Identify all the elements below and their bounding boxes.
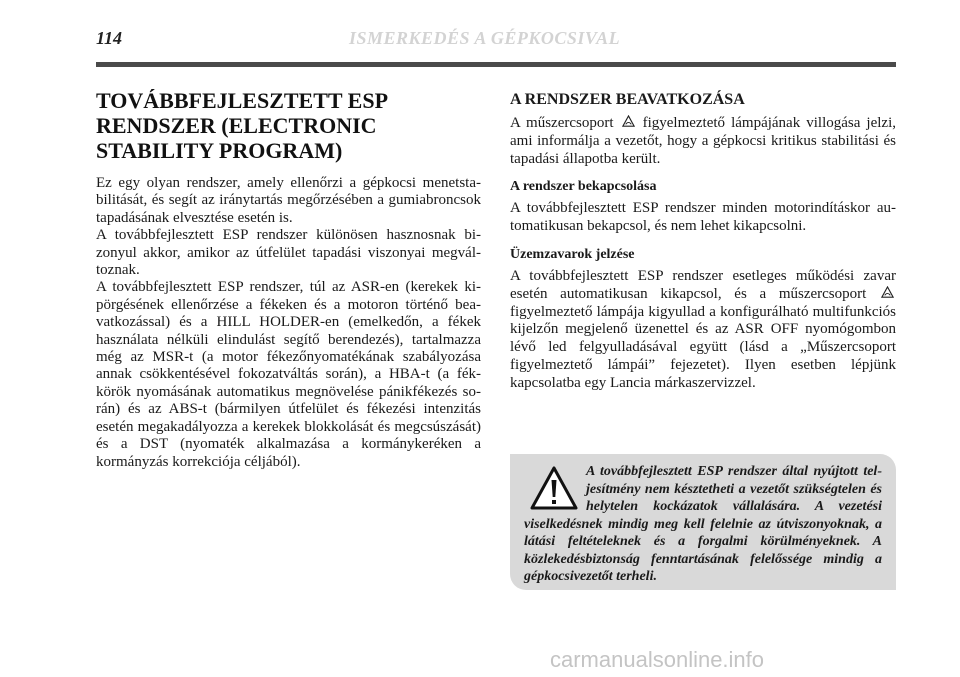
intervention-heading: A RENDSZER BEAVATKOZÁSA — [510, 91, 745, 108]
article-title: TOVÁBBFEJLESZTETT ESP RENDSZER (ELECTRONIC STABILITY PROGRAM) — [96, 88, 387, 163]
activation-heading: A rendszer bekapcsolása — [510, 179, 657, 195]
esp-warning-lamp-icon — [881, 286, 894, 299]
section-title: ISMERKEDÉS A GÉPKOCSIVAL — [349, 28, 621, 48]
intervention-text-end: figyelmeztető lámpájának villogása jelzi, ami informálja a vezetőt, hogy a gépkocsi kritikus stabilitási és tapadási állapotba került. — [510, 115, 896, 167]
esp-warning-lamp-icon — [622, 115, 635, 128]
right-column — [510, 90, 896, 393]
fault-text-start: A továbbfejlesztett ESP rendszer esetleges működési zavar esetén automatikusan kikapcsol, és a műszercsoport — [510, 267, 896, 302]
warning-text: A továbbfejlesztett ESP rendszer által nyújtott teljesítmény nem késztetheti a vezetőt szükségtelen és helytelen kockázatok vállalására. A vezetési viselkedésnek mindig meg kell felelnie az útviszonyoknak, a látási feltételeknek és a forgalmi körülményeknek. A közlekedésbiztonság fenntartásának felelőssége mindig a gépkocsivezetőt terheli. — [524, 464, 882, 584]
components-paragraph: A továbbfejlesztett ESP rendszer, túl az ASR-en (kerekek kipörgésének ellenőrzése a fékeken és a motoron történő beavatkozással) és a HILL HOLDER-en (emelkedőn, a fékek használata nélküli elindulást segítő berendezés), tartalmazza még az MSR-t (a motor fékezőnyomatékának szabályozása annak csökkentésével fokozatváltás során), a HBA-t (a fékkörök nyomásának automatikus megnövelése pánikfékezés során) és az ABS-t (bármilyen útfelület és fékezési intenzitás esetén megakadályozza a kerekek blokkolását és megcsúszását) és a DST (nyomaték alkalmazása a kormánykeréken a kormányzás korrekciója céljából). — [96, 279, 481, 470]
intervention-text-start: A műszercsoport — [510, 115, 614, 131]
usefulness-paragraph: A továbbfejlesztett ESP rendszer különösen hasznosnak bizonyul akkor, amikor az útfelület tapadási viszonyai megváltoznak. — [96, 227, 481, 279]
warning-triangle-icon — [530, 465, 578, 511]
page-number: 114 — [96, 28, 123, 48]
watermark: carmanualsonline.info — [550, 647, 765, 672]
page-header — [96, 28, 896, 58]
fault-heading: Üzemzavarok jelzése — [510, 246, 635, 262]
intro-paragraph: Ez egy olyan rendszer, amely ellenőrzi a gépkocsi menetstabilitását, és segít az iránytartás megőrzésében a gumiabroncsok tapadásának elvesztése esetén is. — [96, 175, 481, 226]
left-column — [96, 88, 481, 471]
fault-paragraph — [510, 268, 896, 393]
header-rule — [96, 62, 896, 67]
fault-text-end: figyelmeztető lámpája kigyullad a konfigurálható multifunkciós kijelzőn megjelenő üzenettel és az ASR OFF nyomógombon lévő led felgyulladásával együtt (lásd a „Műszercsoport figyelmeztető lámpái” fejezetet). Ilyen esetben lépjünk kapcsolatba egy Lancia márkaszervizzel. — [510, 303, 896, 391]
warning-box — [510, 454, 896, 590]
activation-paragraph: A továbbfejlesztett ESP rendszer minden motorindításkor automatikusan bekapcsol, és nem lehet kikapcsolni. — [510, 200, 896, 235]
intervention-paragraph — [510, 115, 896, 168]
